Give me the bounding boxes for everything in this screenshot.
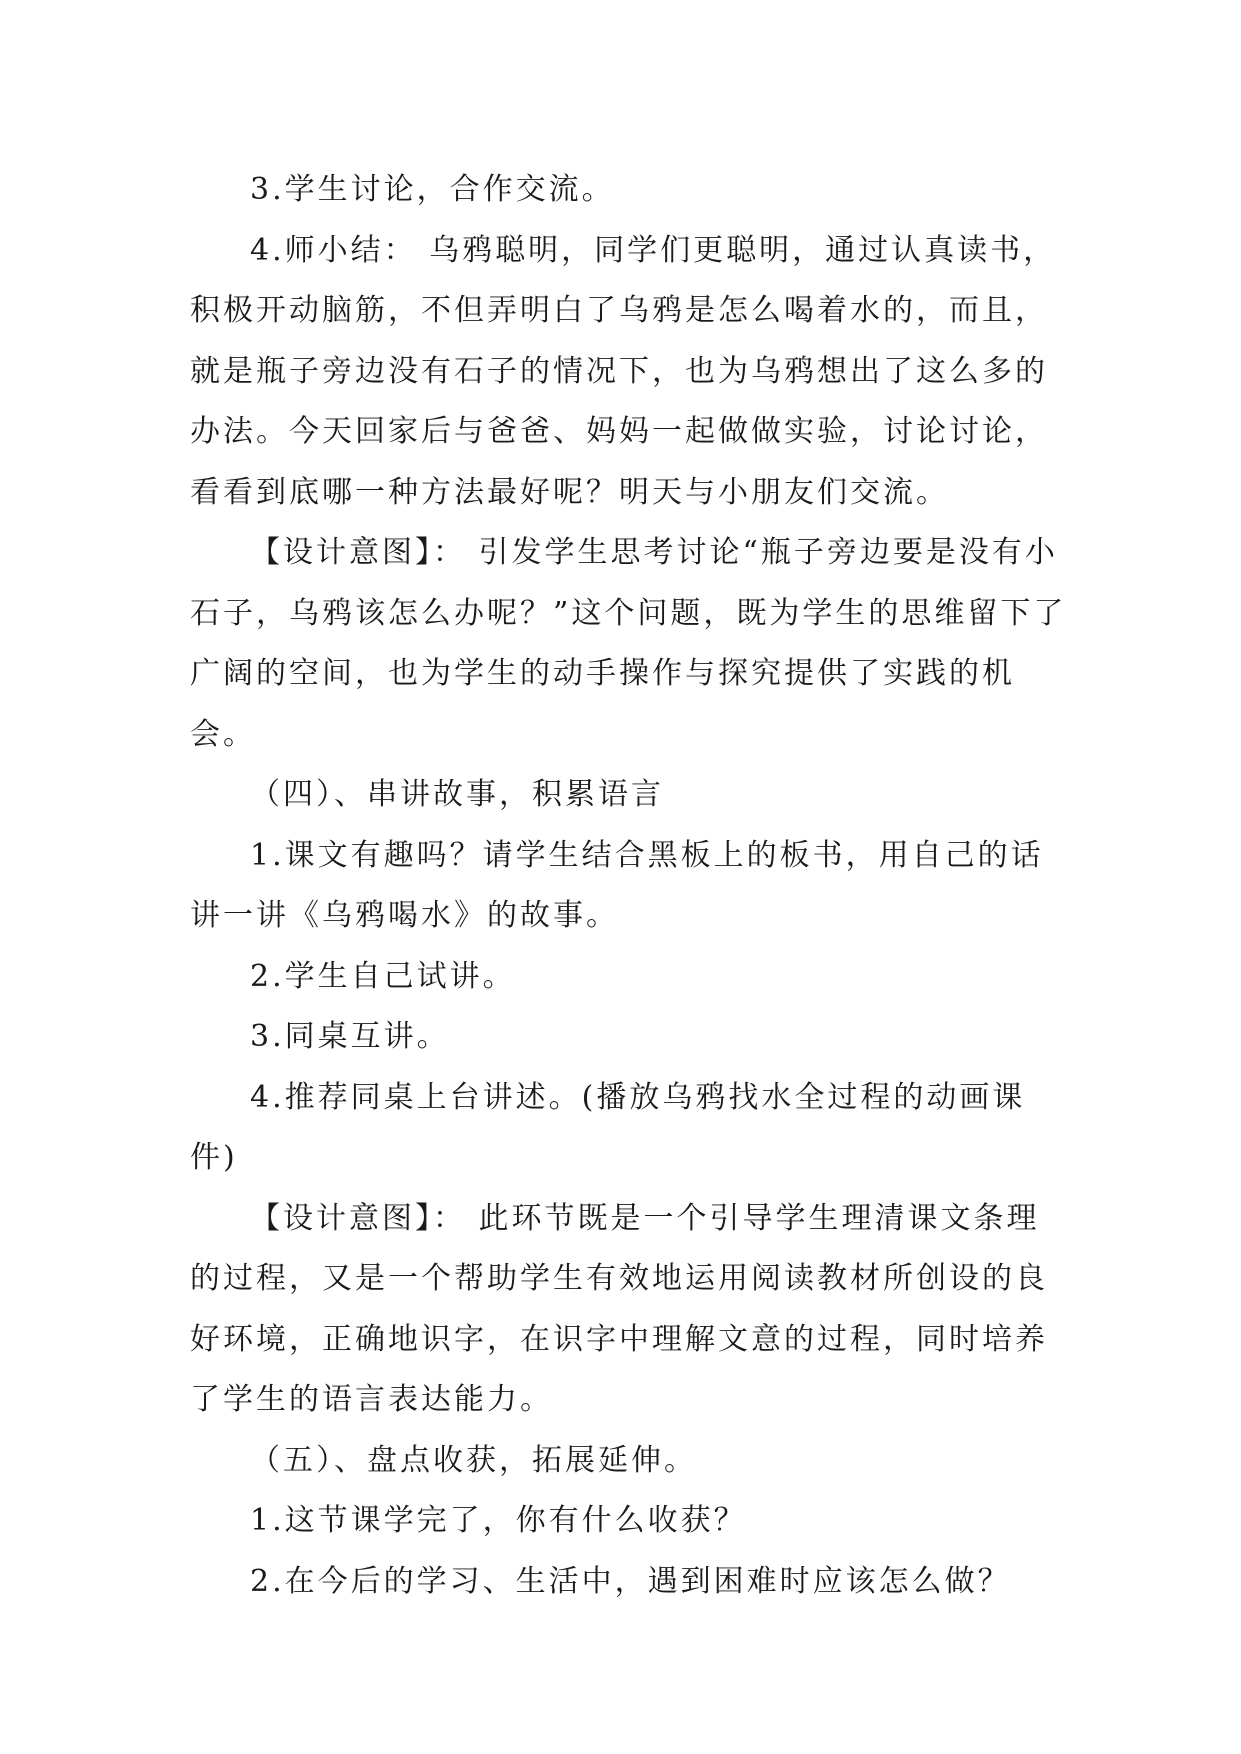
paragraph-harvest-question: 1.这节课学完了，你有什么收获？ bbox=[250, 1503, 747, 1538]
paragraph-difficulty-question: 2.在今后的学习、生活中，遇到困难时应该怎么做？ bbox=[250, 1563, 1011, 1599]
section-heading-5: （五）、盘点收获，拓展延伸。 bbox=[250, 1442, 697, 1478]
paragraph-discussion: 3.学生讨论，合作交流。 bbox=[250, 172, 615, 207]
paragraph-peer-practice: 3.同桌互讲。 bbox=[250, 1019, 450, 1054]
document-page bbox=[190, 160, 1070, 1612]
section-heading-4: （四）、串讲故事，积累语言 bbox=[250, 777, 664, 812]
paragraph-self-practice: 2.学生自己试讲。 bbox=[250, 958, 516, 994]
paragraph-design-intent-1: 【设计意图】： 引发学生思考讨论“瓶子旁边要是没有小石子，乌鸦该怎么办呢？”这个问题，既为学生的思维留下了广阔的空间，也为学生的动手操作与探究提供了实践的机会。 bbox=[190, 535, 1067, 752]
paragraph-recommend-presenter: 4.推荐同桌上台讲述。(播放乌鸦找水全过程的动画课件) bbox=[190, 1079, 1026, 1175]
paragraph-teacher-summary: 4.师小结： 乌鸦聪明，同学们更聪明，通过认真读书，积极开动脑筋，不但弄明白了乌鸦是怎么喝着水的，而且，就是瓶子旁边没有石子的情况下，也为乌鸦想出了这么多的办法。今天回家后与爸爸、妈妈一起做做实验，讨论讨论，看看到底哪一种方法最好呢？明天与小朋友们交流。 bbox=[190, 232, 1057, 510]
paragraph-design-intent-2: 【设计意图】： 此环节既是一个引导学生理清课文条理的过程，又是一个帮助学生有效地运用阅读教材所创设的良好环境，正确地识字，在识字中理解文意的过程，同时培养了学生的语言表达能力。 bbox=[190, 1200, 1048, 1417]
paragraph-retell-question: 1.课文有趣吗？请学生结合黑板上的板书，用自己的话讲一讲《乌鸦喝水》的故事。 bbox=[190, 837, 1044, 933]
